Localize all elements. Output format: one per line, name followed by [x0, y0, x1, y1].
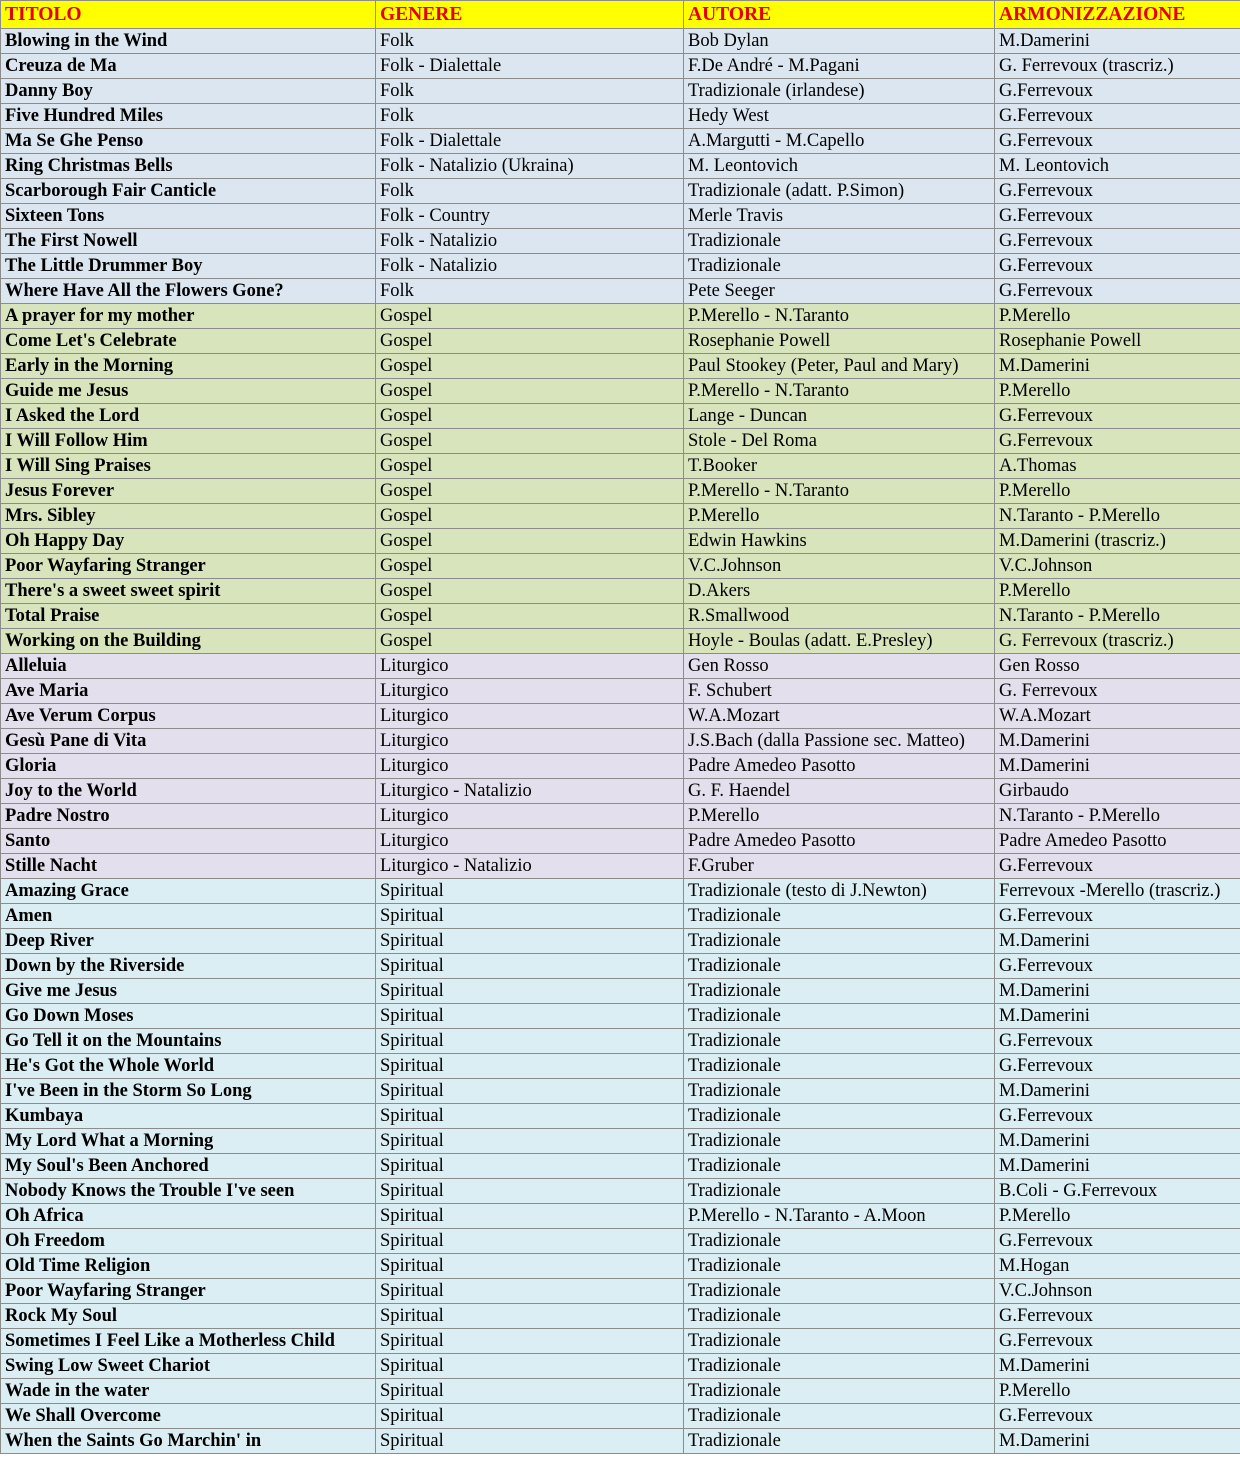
cell-title[interactable]: I Will Sing Praises: [1, 454, 376, 479]
cell-author[interactable]: Tradizionale: [684, 1229, 995, 1254]
cell-arrangement[interactable]: G. Ferrevoux (trascriz.): [995, 629, 1240, 654]
cell-author[interactable]: Tradizionale: [684, 929, 995, 954]
table-row: [1, 129, 1240, 154]
cell-genre[interactable]: Spiritual: [376, 879, 684, 904]
table-body: [1, 29, 1240, 1454]
cell-arrangement[interactable]: G.Ferrevoux: [995, 204, 1240, 229]
cell-arrangement[interactable]: N.Taranto - P.Merello: [995, 504, 1240, 529]
table-row: [1, 929, 1240, 954]
cell-arrangement[interactable]: Padre Amedeo Pasotto: [995, 829, 1240, 854]
table-row: [1, 554, 1240, 579]
cell-title[interactable]: The First Nowell: [1, 229, 376, 254]
cell-author[interactable]: Tradizionale: [684, 979, 995, 1004]
cell-author[interactable]: P.Merello: [684, 804, 995, 829]
cell-author[interactable]: Tradizionale: [684, 1404, 995, 1429]
cell-arrangement[interactable]: Rosephanie Powell: [995, 329, 1240, 354]
table-row: [1, 1304, 1240, 1329]
cell-author[interactable]: Tradizionale: [684, 1154, 995, 1179]
cell-genre[interactable]: Spiritual: [376, 1404, 684, 1429]
cell-arrangement[interactable]: P.Merello: [995, 304, 1240, 329]
table-row: [1, 879, 1240, 904]
cell-title[interactable]: Kumbaya: [1, 1104, 376, 1129]
table-row: [1, 154, 1240, 179]
cell-genre[interactable]: Gospel: [376, 579, 684, 604]
table-row: [1, 1279, 1240, 1304]
cell-arrangement[interactable]: G.Ferrevoux: [995, 1054, 1240, 1079]
table-row: [1, 479, 1240, 504]
cell-title[interactable]: Amazing Grace: [1, 879, 376, 904]
cell-genre[interactable]: Spiritual: [376, 1029, 684, 1054]
table-row: [1, 1329, 1240, 1354]
cell-author[interactable]: Tradizionale: [684, 954, 995, 979]
cell-author[interactable]: Tradizionale: [684, 1304, 995, 1329]
cell-title[interactable]: Mrs. Sibley: [1, 504, 376, 529]
cell-title[interactable]: Sometimes I Feel Like a Motherless Child: [1, 1329, 376, 1354]
cell-author[interactable]: R.Smallwood: [684, 604, 995, 629]
cell-title[interactable]: Poor Wayfaring Stranger: [1, 554, 376, 579]
table-row: [1, 304, 1240, 329]
cell-author[interactable]: T.Booker: [684, 454, 995, 479]
cell-author[interactable]: Hedy West: [684, 104, 995, 129]
cell-arrangement[interactable]: M.Damerini: [995, 1354, 1240, 1379]
cell-title[interactable]: Go Tell it on the Mountains: [1, 1029, 376, 1054]
cell-title[interactable]: Blowing in the Wind: [1, 29, 376, 54]
cell-arrangement[interactable]: M.Damerini: [995, 979, 1240, 1004]
cell-author[interactable]: J.S.Bach (dalla Passione sec. Matteo): [684, 729, 995, 754]
cell-genre[interactable]: Spiritual: [376, 1179, 684, 1204]
cell-genre[interactable]: Liturgico - Natalizio: [376, 779, 684, 804]
table-row: [1, 104, 1240, 129]
cell-author[interactable]: Padre Amedeo Pasotto: [684, 829, 995, 854]
cell-title[interactable]: Total Praise: [1, 604, 376, 629]
cell-author[interactable]: F. Schubert: [684, 679, 995, 704]
cell-author[interactable]: Tradizionale (adatt. P.Simon): [684, 179, 995, 204]
cell-author[interactable]: Tradizionale: [684, 1429, 995, 1454]
cell-author[interactable]: Tradizionale: [684, 229, 995, 254]
cell-author[interactable]: Tradizionale: [684, 1329, 995, 1354]
cell-title[interactable]: Oh Africa: [1, 1204, 376, 1229]
cell-title[interactable]: Down by the Riverside: [1, 954, 376, 979]
cell-genre[interactable]: Gospel: [376, 304, 684, 329]
cell-author[interactable]: Tradizionale: [684, 1079, 995, 1104]
cell-title[interactable]: Scarborough Fair Canticle: [1, 179, 376, 204]
cell-arrangement[interactable]: Ferrevoux -Merello (trascriz.): [995, 879, 1240, 904]
cell-arrangement[interactable]: G.Ferrevoux: [995, 1404, 1240, 1429]
cell-genre[interactable]: Spiritual: [376, 1254, 684, 1279]
cell-arrangement[interactable]: G. Ferrevoux (trascriz.): [995, 54, 1240, 79]
cell-genre[interactable]: Gospel: [376, 604, 684, 629]
cell-genre[interactable]: Gospel: [376, 629, 684, 654]
cell-genre[interactable]: Spiritual: [376, 1429, 684, 1454]
cell-author[interactable]: Bob Dylan: [684, 29, 995, 54]
cell-arrangement[interactable]: G.Ferrevoux: [995, 904, 1240, 929]
cell-author[interactable]: M. Leontovich: [684, 154, 995, 179]
cell-author[interactable]: Lange - Duncan: [684, 404, 995, 429]
cell-arrangement[interactable]: M.Damerini (trascriz.): [995, 529, 1240, 554]
table-row: [1, 379, 1240, 404]
cell-title[interactable]: Deep River: [1, 929, 376, 954]
cell-author[interactable]: G. F. Haendel: [684, 779, 995, 804]
cell-title[interactable]: Ave Verum Corpus: [1, 704, 376, 729]
cell-author[interactable]: Tradizionale: [684, 1279, 995, 1304]
table-row: [1, 854, 1240, 879]
cell-genre[interactable]: Spiritual: [376, 1104, 684, 1129]
table-row: [1, 1429, 1240, 1454]
cell-author[interactable]: Tradizionale: [684, 254, 995, 279]
cell-arrangement[interactable]: P.Merello: [995, 1379, 1240, 1404]
cell-author[interactable]: V.C.Johnson: [684, 554, 995, 579]
cell-genre[interactable]: Spiritual: [376, 929, 684, 954]
cell-arrangement[interactable]: G.Ferrevoux: [995, 279, 1240, 304]
cell-genre[interactable]: Gospel: [376, 429, 684, 454]
cell-genre[interactable]: Gospel: [376, 454, 684, 479]
cell-author[interactable]: Hoyle - Boulas (adatt. E.Presley): [684, 629, 995, 654]
table-row: [1, 804, 1240, 829]
cell-title[interactable]: A prayer for my mother: [1, 304, 376, 329]
table-row: [1, 1154, 1240, 1179]
table-row: [1, 454, 1240, 479]
cell-genre[interactable]: Folk: [376, 79, 684, 104]
cell-author[interactable]: Tradizionale (testo di J.Newton): [684, 879, 995, 904]
cell-title[interactable]: Stille Nacht: [1, 854, 376, 879]
cell-title[interactable]: He's Got the Whole World: [1, 1054, 376, 1079]
table-row: [1, 704, 1240, 729]
cell-author[interactable]: Tradizionale: [684, 1254, 995, 1279]
cell-arrangement[interactable]: N.Taranto - P.Merello: [995, 604, 1240, 629]
cell-title[interactable]: Where Have All the Flowers Gone?: [1, 279, 376, 304]
cell-genre[interactable]: Spiritual: [376, 1129, 684, 1154]
table-row: [1, 729, 1240, 754]
cell-genre[interactable]: Folk - Natalizio: [376, 254, 684, 279]
cell-title[interactable]: Gesù Pane di Vita: [1, 729, 376, 754]
cell-arrangement[interactable]: G.Ferrevoux: [995, 1329, 1240, 1354]
cell-arrangement[interactable]: G. Ferrevoux: [995, 679, 1240, 704]
cell-arrangement[interactable]: G.Ferrevoux: [995, 1229, 1240, 1254]
table-row: [1, 29, 1240, 54]
cell-author[interactable]: F.Gruber: [684, 854, 995, 879]
cell-title[interactable]: Jesus Forever: [1, 479, 376, 504]
cell-arrangement[interactable]: M.Damerini: [995, 1429, 1240, 1454]
cell-arrangement[interactable]: M.Damerini: [995, 1129, 1240, 1154]
cell-arrangement[interactable]: P.Merello: [995, 579, 1240, 604]
cell-genre[interactable]: Spiritual: [376, 979, 684, 1004]
cell-arrangement[interactable]: G.Ferrevoux: [995, 954, 1240, 979]
cell-arrangement[interactable]: G.Ferrevoux: [995, 229, 1240, 254]
column-header-genre[interactable]: GENERE: [376, 1, 684, 29]
cell-arrangement[interactable]: Gen Rosso: [995, 654, 1240, 679]
table-row: [1, 1104, 1240, 1129]
cell-genre[interactable]: Spiritual: [376, 1304, 684, 1329]
cell-title[interactable]: Joy to the World: [1, 779, 376, 804]
cell-title[interactable]: We Shall Overcome: [1, 1404, 376, 1429]
table-row: [1, 1379, 1240, 1404]
cell-arrangement[interactable]: G.Ferrevoux: [995, 1104, 1240, 1129]
cell-author[interactable]: Tradizionale: [684, 1129, 995, 1154]
cell-arrangement[interactable]: M.Damerini: [995, 1154, 1240, 1179]
cell-arrangement[interactable]: W.A.Mozart: [995, 704, 1240, 729]
table-row: [1, 529, 1240, 554]
cell-author[interactable]: Padre Amedeo Pasotto: [684, 754, 995, 779]
cell-title[interactable]: Guide me Jesus: [1, 379, 376, 404]
cell-arrangement[interactable]: Girbaudo: [995, 779, 1240, 804]
cell-genre[interactable]: Spiritual: [376, 1204, 684, 1229]
cell-author[interactable]: Pete Seeger: [684, 279, 995, 304]
cell-author[interactable]: Stole - Del Roma: [684, 429, 995, 454]
cell-genre[interactable]: Spiritual: [376, 1329, 684, 1354]
cell-author[interactable]: Rosephanie Powell: [684, 329, 995, 354]
cell-title[interactable]: Poor Wayfaring Stranger: [1, 1279, 376, 1304]
cell-genre[interactable]: Spiritual: [376, 904, 684, 929]
cell-arrangement[interactable]: A.Thomas: [995, 454, 1240, 479]
table-row: [1, 954, 1240, 979]
cell-author[interactable]: Tradizionale: [684, 1054, 995, 1079]
cell-title[interactable]: Rock My Soul: [1, 1304, 376, 1329]
table-row: [1, 979, 1240, 1004]
cell-arrangement[interactable]: G.Ferrevoux: [995, 854, 1240, 879]
table-row: [1, 679, 1240, 704]
table-row: [1, 654, 1240, 679]
cell-genre[interactable]: Gospel: [376, 404, 684, 429]
cell-arrangement[interactable]: M.Damerini: [995, 29, 1240, 54]
cell-genre[interactable]: Spiritual: [376, 1279, 684, 1304]
cell-title[interactable]: Swing Low Sweet Chariot: [1, 1354, 376, 1379]
cell-author[interactable]: Merle Travis: [684, 204, 995, 229]
cell-genre[interactable]: Liturgico - Natalizio: [376, 854, 684, 879]
cell-genre[interactable]: Spiritual: [376, 1079, 684, 1104]
table-row: [1, 504, 1240, 529]
table-row: [1, 229, 1240, 254]
table-row: [1, 1129, 1240, 1154]
cell-title[interactable]: Give me Jesus: [1, 979, 376, 1004]
cell-title[interactable]: Nobody Knows the Trouble I've seen: [1, 1179, 376, 1204]
cell-author[interactable]: F.De André - M.Pagani: [684, 54, 995, 79]
table-row: [1, 1029, 1240, 1054]
cell-arrangement[interactable]: G.Ferrevoux: [995, 79, 1240, 104]
header-row: [1, 1, 1240, 29]
cell-genre[interactable]: Liturgico: [376, 704, 684, 729]
table-row: [1, 604, 1240, 629]
cell-title[interactable]: Amen: [1, 904, 376, 929]
cell-arrangement[interactable]: M.Damerini: [995, 729, 1240, 754]
cell-title[interactable]: Wade in the water: [1, 1379, 376, 1404]
cell-arrangement[interactable]: G.Ferrevoux: [995, 104, 1240, 129]
cell-arrangement[interactable]: G.Ferrevoux: [995, 254, 1240, 279]
table-row: [1, 754, 1240, 779]
cell-author[interactable]: P.Merello: [684, 504, 995, 529]
cell-author[interactable]: Paul Stookey (Peter, Paul and Mary): [684, 354, 995, 379]
cell-title[interactable]: The Little Drummer Boy: [1, 254, 376, 279]
cell-arrangement[interactable]: M.Damerini: [995, 929, 1240, 954]
table-row: [1, 779, 1240, 804]
cell-author[interactable]: P.Merello - N.Taranto: [684, 479, 995, 504]
cell-author[interactable]: Tradizionale: [684, 1104, 995, 1129]
cell-arrangement[interactable]: M.Damerini: [995, 1079, 1240, 1104]
table-row: [1, 1079, 1240, 1104]
cell-author[interactable]: Tradizionale (irlandese): [684, 79, 995, 104]
cell-arrangement[interactable]: M.Damerini: [995, 354, 1240, 379]
cell-arrangement[interactable]: P.Merello: [995, 479, 1240, 504]
cell-genre[interactable]: Liturgico: [376, 829, 684, 854]
table-row: [1, 1354, 1240, 1379]
cell-title[interactable]: Come Let's Celebrate: [1, 329, 376, 354]
table-row: [1, 1004, 1240, 1029]
cell-title[interactable]: My Soul's Been Anchored: [1, 1154, 376, 1179]
cell-genre[interactable]: Folk - Natalizio (Ukraina): [376, 154, 684, 179]
cell-arrangement[interactable]: V.C.Johnson: [995, 554, 1240, 579]
cell-arrangement[interactable]: G.Ferrevoux: [995, 179, 1240, 204]
cell-genre[interactable]: Spiritual: [376, 1054, 684, 1079]
cell-author[interactable]: P.Merello - N.Taranto: [684, 379, 995, 404]
cell-title[interactable]: My Lord What a Morning: [1, 1129, 376, 1154]
cell-genre[interactable]: Spiritual: [376, 1154, 684, 1179]
table-row: [1, 279, 1240, 304]
cell-author[interactable]: Tradizionale: [684, 904, 995, 929]
cell-author[interactable]: Tradizionale: [684, 1004, 995, 1029]
cell-author[interactable]: Tradizionale: [684, 1029, 995, 1054]
cell-genre[interactable]: Spiritual: [376, 1229, 684, 1254]
table-row: [1, 404, 1240, 429]
table-row: [1, 1179, 1240, 1204]
cell-arrangement[interactable]: M. Leontovich: [995, 154, 1240, 179]
cell-genre[interactable]: Gospel: [376, 479, 684, 504]
cell-genre[interactable]: Liturgico: [376, 754, 684, 779]
cell-genre[interactable]: Gospel: [376, 504, 684, 529]
table-row: [1, 79, 1240, 104]
cell-arrangement[interactable]: V.C.Johnson: [995, 1279, 1240, 1304]
cell-genre[interactable]: Folk - Natalizio: [376, 229, 684, 254]
cell-title[interactable]: Sixteen Tons: [1, 204, 376, 229]
table-row: [1, 1254, 1240, 1279]
cell-author[interactable]: D.Akers: [684, 579, 995, 604]
table-row: [1, 204, 1240, 229]
cell-genre[interactable]: Folk: [376, 104, 684, 129]
cell-genre[interactable]: Gospel: [376, 379, 684, 404]
cell-arrangement[interactable]: P.Merello: [995, 1204, 1240, 1229]
cell-title[interactable]: Ring Christmas Bells: [1, 154, 376, 179]
cell-author[interactable]: P.Merello - N.Taranto: [684, 304, 995, 329]
cell-genre[interactable]: Gospel: [376, 354, 684, 379]
table-row: [1, 829, 1240, 854]
table-row: [1, 429, 1240, 454]
table-row: [1, 579, 1240, 604]
cell-genre[interactable]: Gospel: [376, 329, 684, 354]
cell-author[interactable]: P.Merello - N.Taranto - A.Moon: [684, 1204, 995, 1229]
cell-author[interactable]: Gen Rosso: [684, 654, 995, 679]
cell-title[interactable]: There's a sweet sweet spirit: [1, 579, 376, 604]
table-row: [1, 1404, 1240, 1429]
cell-genre[interactable]: Gospel: [376, 529, 684, 554]
cell-arrangement[interactable]: G.Ferrevoux: [995, 1304, 1240, 1329]
cell-arrangement[interactable]: G.Ferrevoux: [995, 129, 1240, 154]
cell-author[interactable]: Edwin Hawkins: [684, 529, 995, 554]
table-row: [1, 254, 1240, 279]
cell-genre[interactable]: Folk - Dialettale: [376, 54, 684, 79]
cell-title[interactable]: Gloria: [1, 754, 376, 779]
cell-author[interactable]: W.A.Mozart: [684, 704, 995, 729]
column-header-arrangement[interactable]: ARMONIZZAZIONE: [995, 1, 1240, 29]
table-row: [1, 1204, 1240, 1229]
cell-genre[interactable]: Liturgico: [376, 654, 684, 679]
cell-genre[interactable]: Spiritual: [376, 1354, 684, 1379]
cell-arrangement[interactable]: G.Ferrevoux: [995, 1029, 1240, 1054]
cell-arrangement[interactable]: M.Damerini: [995, 754, 1240, 779]
cell-title[interactable]: Danny Boy: [1, 79, 376, 104]
cell-title[interactable]: Working on the Building: [1, 629, 376, 654]
cell-title[interactable]: I Will Follow Him: [1, 429, 376, 454]
cell-genre[interactable]: Folk - Country: [376, 204, 684, 229]
cell-title[interactable]: Ma Se Ghe Penso: [1, 129, 376, 154]
cell-genre[interactable]: Liturgico: [376, 804, 684, 829]
cell-genre[interactable]: Liturgico: [376, 679, 684, 704]
table-row: [1, 1054, 1240, 1079]
cell-title[interactable]: Padre Nostro: [1, 804, 376, 829]
cell-genre[interactable]: Folk: [376, 179, 684, 204]
column-header-title[interactable]: TITOLO: [1, 1, 376, 29]
cell-title[interactable]: Santo: [1, 829, 376, 854]
table-row: [1, 904, 1240, 929]
table-row: [1, 54, 1240, 79]
column-header-author[interactable]: AUTORE: [684, 1, 995, 29]
cell-genre[interactable]: Liturgico: [376, 729, 684, 754]
cell-title[interactable]: I Asked the Lord: [1, 404, 376, 429]
cell-author[interactable]: Tradizionale: [684, 1354, 995, 1379]
cell-author[interactable]: Tradizionale: [684, 1179, 995, 1204]
table-row: [1, 1229, 1240, 1254]
cell-title[interactable]: Five Hundred Miles: [1, 104, 376, 129]
cell-arrangement[interactable]: N.Taranto - P.Merello: [995, 804, 1240, 829]
cell-title[interactable]: Oh Freedom: [1, 1229, 376, 1254]
table-row: [1, 629, 1240, 654]
table-row: [1, 329, 1240, 354]
cell-title[interactable]: Alleluia: [1, 654, 376, 679]
cell-title[interactable]: When the Saints Go Marchin' in: [1, 1429, 376, 1454]
cell-title[interactable]: I've Been in the Storm So Long: [1, 1079, 376, 1104]
cell-arrangement[interactable]: M.Hogan: [995, 1254, 1240, 1279]
cell-title[interactable]: Creuza de Ma: [1, 54, 376, 79]
cell-author[interactable]: Tradizionale: [684, 1379, 995, 1404]
cell-title[interactable]: Ave Maria: [1, 679, 376, 704]
cell-title[interactable]: Go Down Moses: [1, 1004, 376, 1029]
cell-genre[interactable]: Folk - Dialettale: [376, 129, 684, 154]
cell-arrangement[interactable]: P.Merello: [995, 379, 1240, 404]
cell-genre[interactable]: Folk: [376, 279, 684, 304]
cell-title[interactable]: Early in the Morning: [1, 354, 376, 379]
table-row: [1, 354, 1240, 379]
cell-genre[interactable]: Spiritual: [376, 954, 684, 979]
cell-title[interactable]: Oh Happy Day: [1, 529, 376, 554]
cell-title[interactable]: Old Time Religion: [1, 1254, 376, 1279]
table-row: [1, 179, 1240, 204]
cell-genre[interactable]: Spiritual: [376, 1004, 684, 1029]
cell-genre[interactable]: Spiritual: [376, 1379, 684, 1404]
cell-genre[interactable]: Gospel: [376, 554, 684, 579]
cell-arrangement[interactable]: B.Coli - G.Ferrevoux: [995, 1179, 1240, 1204]
cell-arrangement[interactable]: M.Damerini: [995, 1004, 1240, 1029]
cell-arrangement[interactable]: G.Ferrevoux: [995, 404, 1240, 429]
cell-genre[interactable]: Folk: [376, 29, 684, 54]
cell-author[interactable]: A.Margutti - M.Capello: [684, 129, 995, 154]
cell-arrangement[interactable]: G.Ferrevoux: [995, 429, 1240, 454]
